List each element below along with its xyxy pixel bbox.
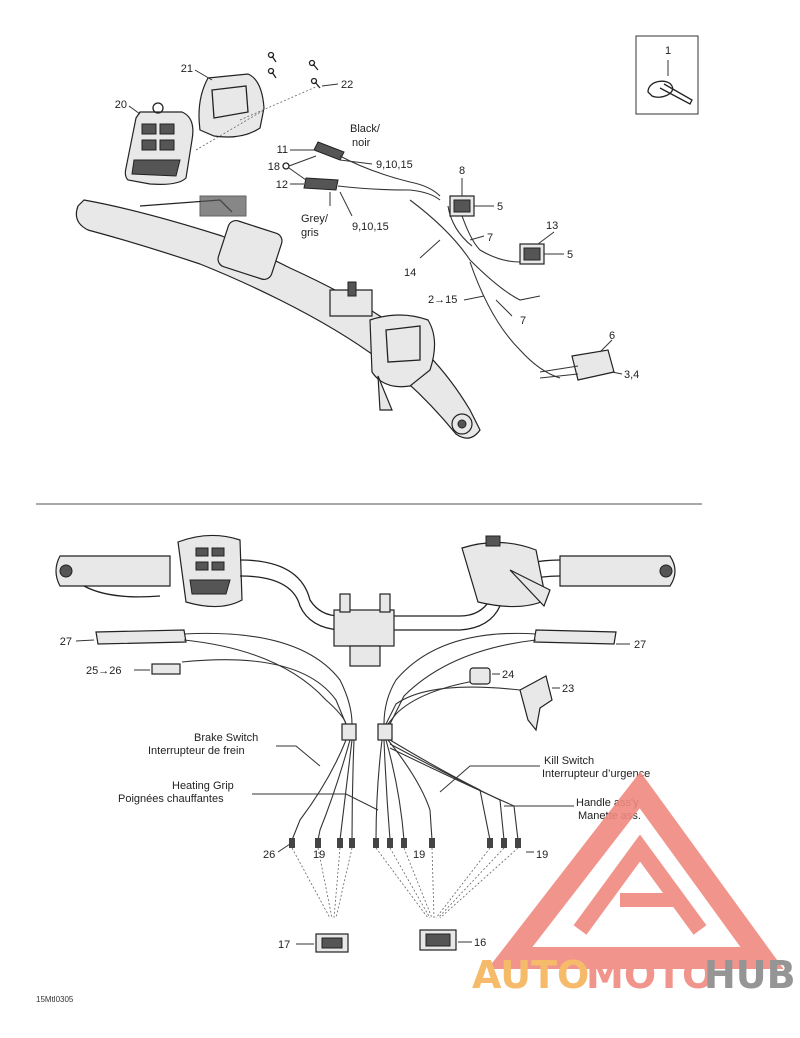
switch-24 xyxy=(470,668,514,684)
callout-17: 17 xyxy=(278,939,291,951)
connector-16 xyxy=(420,930,486,950)
callout-11: 11 xyxy=(276,144,288,156)
label-grey: Grey/ xyxy=(301,213,328,225)
callout-16: 16 xyxy=(474,937,487,949)
connector-6 xyxy=(540,330,639,381)
callout-12: 12 xyxy=(275,179,288,191)
callout-9-10-15-b: 9,10,15 xyxy=(352,221,389,233)
callout-21: 21 xyxy=(180,63,193,75)
callout-3-4: 3,4 xyxy=(624,369,640,381)
callout-9-10-15-a: 9,10,15 xyxy=(376,159,413,171)
routing-dotted xyxy=(292,848,518,918)
callout-18: 18 xyxy=(267,161,280,173)
callout-19-b: 19 xyxy=(413,849,426,861)
callout-23: 23 xyxy=(562,683,575,695)
callout-7-a: 7 xyxy=(487,232,494,244)
callout-22: 22 xyxy=(341,79,354,91)
bracket-23 xyxy=(520,676,574,730)
connectors-11-12 xyxy=(268,142,440,233)
switch-housing-20 xyxy=(115,99,193,184)
watermark-moto: MOTO xyxy=(586,953,715,997)
callout-19-a: 19 xyxy=(313,849,326,861)
svg-text:Handle ass'y: Handle ass'y xyxy=(576,797,639,809)
handlebar-top-view xyxy=(76,196,480,438)
callout-5-a: 5 xyxy=(497,201,504,213)
connector-17 xyxy=(278,934,348,952)
handlebar-front-view xyxy=(56,535,675,666)
callout-24: 24 xyxy=(502,669,515,681)
callout-7-b: 7 xyxy=(520,315,527,327)
callout-14: 14 xyxy=(404,267,417,279)
cover-21 xyxy=(181,63,264,150)
callout-2-15: 2→15 xyxy=(428,294,458,306)
svg-text:Kill Switch: Kill Switch xyxy=(544,755,595,767)
callout-19-c: 19 xyxy=(536,849,549,861)
watermark-auto: AUTO xyxy=(472,953,590,997)
connector-13 xyxy=(520,220,573,264)
callout-13: 13 xyxy=(546,220,559,232)
annotation-heating-grip xyxy=(118,780,378,810)
svg-text:Brake Switch: Brake Switch xyxy=(194,732,259,744)
callout-8: 8 xyxy=(458,165,466,177)
callout-25-26: 25→26 xyxy=(86,665,122,677)
sleeve-right xyxy=(378,724,392,740)
watermark-hub: HUB xyxy=(704,953,796,997)
callout-1: 1 xyxy=(664,45,672,57)
svg-text:Interrupteur d’urgence: Interrupteur d’urgence xyxy=(542,768,651,780)
callout-27-left: 27 xyxy=(59,636,72,648)
figure-code: 15Mtl0305 xyxy=(36,995,74,1004)
callout-26: 26 xyxy=(263,849,276,861)
label-noir: noir xyxy=(352,137,371,149)
cable-tie-inset xyxy=(636,36,698,114)
sensor-25-26 xyxy=(86,664,180,677)
connector-8 xyxy=(450,165,503,216)
svg-text:Interrupteur de frein: Interrupteur de frein xyxy=(148,745,245,757)
callout-20: 20 xyxy=(114,99,127,111)
svg-text:Manette ass.: Manette ass. xyxy=(578,810,641,822)
label-gris: gris xyxy=(301,227,319,239)
sleeve-left xyxy=(342,724,356,740)
callout-5-b: 5 xyxy=(567,249,574,261)
callout-27-right: 27 xyxy=(634,639,647,651)
label-black: Black/ xyxy=(350,123,380,135)
callout-6: 6 xyxy=(609,330,616,342)
svg-text:Heating Grip: Heating Grip xyxy=(172,780,234,792)
svg-text:Poignées chauffantes: Poignées chauffantes xyxy=(118,793,224,805)
annotation-brake-switch xyxy=(148,732,320,766)
